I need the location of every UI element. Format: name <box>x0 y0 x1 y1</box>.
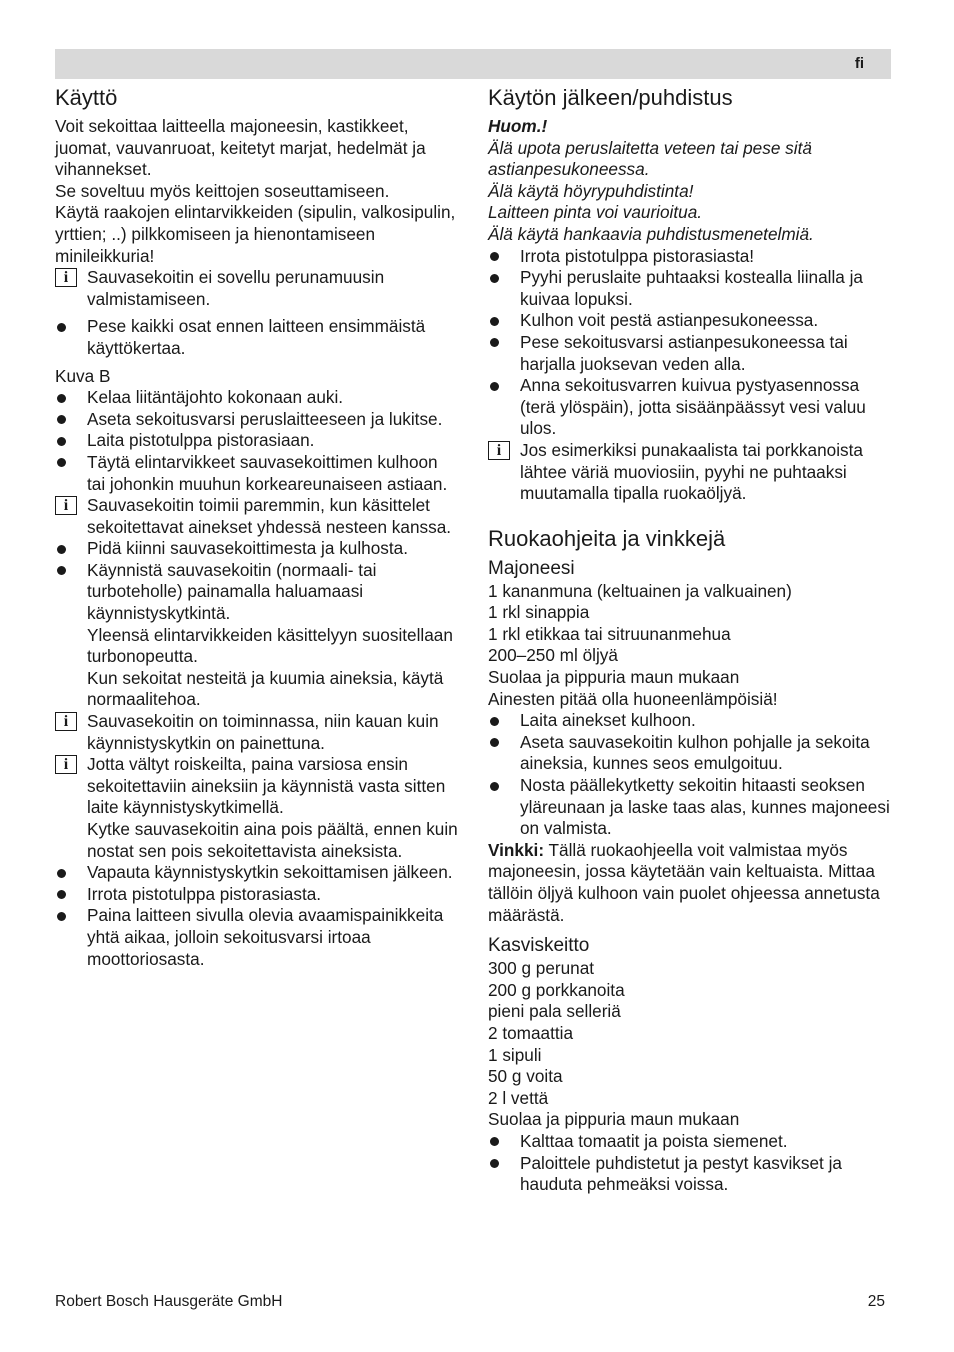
ingredient: Suolaa ja pippuria maun mukaan <box>488 667 740 688</box>
intro-paragraph: Se soveltuu myös keittojen soseuttamiseen. <box>55 180 390 201</box>
ingredient: Suolaa ja pippuria maun mukaan <box>488 1109 740 1130</box>
bullet-text: Pyyhi peruslaite puhtaaksi kostealla liinalla ja kuivaa lopuksi. <box>520 267 863 309</box>
bullet-text: Kelaa liitäntäjohto kokonaan auki. <box>87 387 344 408</box>
info-note <box>55 267 460 310</box>
bullet-item <box>488 1131 892 1153</box>
bullet-item <box>55 387 460 409</box>
tip-text: Tällä ruokaohjeella voit valmistaa myös majoneesin, jossa käytetään vain keltuaista. Mittaa tällöin öljyä kulhoon vain puolet ohjeessa annetusta määrästä. <box>488 839 880 925</box>
bullet-text: Kalttaa tomaatit ja poista siemenet. <box>520 1130 788 1151</box>
info-text: Sauvasekoitin ei sovellu perunamuusin valmistamiseen. <box>87 267 385 309</box>
intro-paragraph: Voit sekoittaa laitteella majoneesin, kastikkeet, juomat, vauvanruoat, keitetyt marjat, hedelmät ja vihannekset. <box>55 116 426 180</box>
info-text: Sauvasekoitin toimii paremmin, kun käsittelet sekoitettavat ainekset yhdessä nesteen kanssa. <box>87 495 452 537</box>
info-note <box>488 440 892 505</box>
warning-text: Älä upota peruslaitetta veteen tai pese sitä astianpesukoneessa. <box>488 137 812 180</box>
bullet-text: Laita ainekset kulhoon. <box>520 710 696 731</box>
ingredient: 1 sipuli <box>488 1044 542 1065</box>
info-text: Jos esimerkiksi punakaalista tai porkkanoista lähtee väriä muoviosiin, pyyhi ne puhtaaksi muutamalla tipalla ruokaöljyä. <box>520 439 863 504</box>
ingredient-note: Ainesten pitää olla huoneenlämpöisiä! <box>488 688 778 709</box>
ingredient: 1 kananmuna (keltuainen ja valkuainen) <box>488 580 792 601</box>
info-subnote: Kytke sauvasekoitin aina pois päältä, ennen kuin nostat sen pois sekoitettavista aineksista. <box>87 819 458 861</box>
bullet-text: Irrota pistotulppa pistorasiasta! <box>520 245 755 266</box>
intro-paragraph: Käytä raakojen elintarvikkeiden (sipulin, valkosipulin, yrttien; ..) pilkkomiseen ja hienontamiseen minileikkuria! <box>55 202 456 266</box>
info-icon: i <box>55 268 77 287</box>
ingredient: 200 g porkkanoita <box>488 979 625 1000</box>
info-note <box>55 711 460 754</box>
bullet-text: Paina laitteen sivulla olevia avaamispainikkeita yhtä aikaa, jolloin sekoitusvarsi irtoaa moottoriosasta. <box>87 905 444 969</box>
bullet-item <box>488 246 892 268</box>
ingredient: 50 g voita <box>488 1066 563 1087</box>
ingredient: pieni pala selleriä <box>488 1001 621 1022</box>
bullet-text: Aseta sauvasekoitin kulhon pohjalle ja sekoita aineksia, kunnes seos emulgoituu. <box>520 731 870 774</box>
left-column <box>55 84 460 970</box>
info-note <box>55 754 460 862</box>
ingredient: 1 rkl sinappia <box>488 602 590 623</box>
info-icon: i <box>55 496 77 515</box>
info-text: Sauvasekoitin on toiminnassa, niin kauan kuin käynnistyskytkin on painettuna. <box>87 711 439 753</box>
warning-text: Älä käytä hankaavia puhdistusmenetelmiä. <box>488 223 814 244</box>
bullet-text: Anna sekoitusvarren kuivua pystyasennossa (terä ylöspäin), jotta sisäänpäässyt vesi valuu ulos. <box>520 375 866 439</box>
bullet-item <box>55 560 460 711</box>
section-title-puhdistus: Käytön jälkeen/puhdistus <box>488 85 733 110</box>
warning-text: Laitteen pinta voi vaurioitua. <box>488 202 703 223</box>
bullet-item <box>488 710 892 732</box>
bullet-text: Pese sekoitusvarsi astianpesukoneessa tai harjalla juoksevan veden alla. <box>520 331 848 374</box>
tip-paragraph <box>488 840 892 926</box>
warning-label: Huom.! <box>488 116 548 136</box>
right-column <box>488 84 892 1196</box>
footer-company: Robert Bosch Hausgeräte GmbH <box>55 1293 283 1310</box>
ingredient: 2 tomaattia <box>488 1022 574 1043</box>
ingredient: 1 rkl etikkaa tai sitruunanmehua <box>488 623 731 644</box>
bullet-text: Irrota pistotulppa pistorasiasta. <box>87 883 322 904</box>
recipe-title-majoneesi: Majoneesi <box>488 557 575 579</box>
bullet-item <box>488 332 892 375</box>
ingredient: 200–250 ml öljyä <box>488 645 618 666</box>
tip-label: Vinkki: <box>488 839 545 860</box>
bullet-item <box>55 884 460 906</box>
bullet-subnote: Yleensä elintarvikkeiden käsittelyyn suositellaan turbonopeutta. <box>87 624 453 667</box>
ingredient: 300 g perunat <box>488 958 595 979</box>
bullet-item <box>55 862 460 884</box>
bullet-item <box>55 538 460 560</box>
bullet-text: Pese kaikki osat ennen laitteen ensimmäistä käyttökertaa. <box>87 316 426 358</box>
bullet-text: Nosta päällekytketty sekoitin hitaasti seoksen yläreunaan ja laske taas alas, kunnes majoneesi on valmista. <box>520 775 890 839</box>
warning-text: Älä käytä höyrypuhdistinta! <box>488 180 694 201</box>
page-number: 25 <box>867 1293 885 1310</box>
section-title-ruokaohjeita: Ruokaohjeita ja vinkkejä <box>488 525 726 551</box>
bullet-text: Aseta sekoitusvarsi peruslaitteeseen ja lukitse. <box>87 408 443 429</box>
bullet-item <box>488 267 892 310</box>
bullet-item <box>488 310 892 332</box>
bullet-text: Laita pistotulppa pistorasiaan. <box>87 430 315 451</box>
bullet-item <box>488 1153 892 1196</box>
bullet-item <box>55 409 460 431</box>
bullet-text: Kulhon voit pestä astianpesukoneessa. <box>520 310 819 331</box>
bullet-text: Vapauta käynnistyskytkin sekoittamisen jälkeen. <box>87 862 453 883</box>
bullet-item <box>55 905 460 970</box>
info-icon: i <box>55 755 77 774</box>
bullet-text: Käynnistä sauvasekoitin (normaali- tai turboteholle) painamalla haluamaasi käynnistyskytkintä. <box>87 559 377 624</box>
header-bar <box>55 49 891 79</box>
bullet-item <box>55 452 460 495</box>
info-icon: i <box>488 441 510 460</box>
bullet-item <box>55 316 460 359</box>
bullet-item <box>55 430 460 452</box>
bullet-item <box>488 375 892 440</box>
language-code: fi <box>854 55 864 72</box>
ingredient: 2 l vettä <box>488 1087 549 1108</box>
section-title-kaytto: Käyttö <box>55 85 118 110</box>
bullet-text: Täytä elintarvikkeet sauvasekoittimen kulhoon tai johonkin muuhun korkeareunaiseen astiaan. <box>87 451 448 494</box>
recipe-title-kasviskeitto: Kasviskeitto <box>488 935 590 957</box>
bullet-item <box>488 775 892 840</box>
figure-label: Kuva B <box>55 365 111 386</box>
bullet-text: Paloittele puhdistetut ja pestyt kasvikset ja hauduta pehmeäksi voissa. <box>520 1152 842 1195</box>
info-icon: i <box>55 712 77 731</box>
bullet-text: Pidä kiinni sauvasekoittimesta ja kulhosta. <box>87 538 408 559</box>
info-note <box>55 495 460 538</box>
bullet-item <box>488 732 892 775</box>
info-text: Jotta vältyt roiskeilta, paina varsiosa ensin sekoitettaviin aineksiin ja käynnistä vasta sitten laite käynnistyskytkimellä. <box>87 754 446 818</box>
bullet-subnote: Kun sekoitat nesteitä ja kuumia aineksia, käytä normaalitehoa. <box>87 667 444 710</box>
